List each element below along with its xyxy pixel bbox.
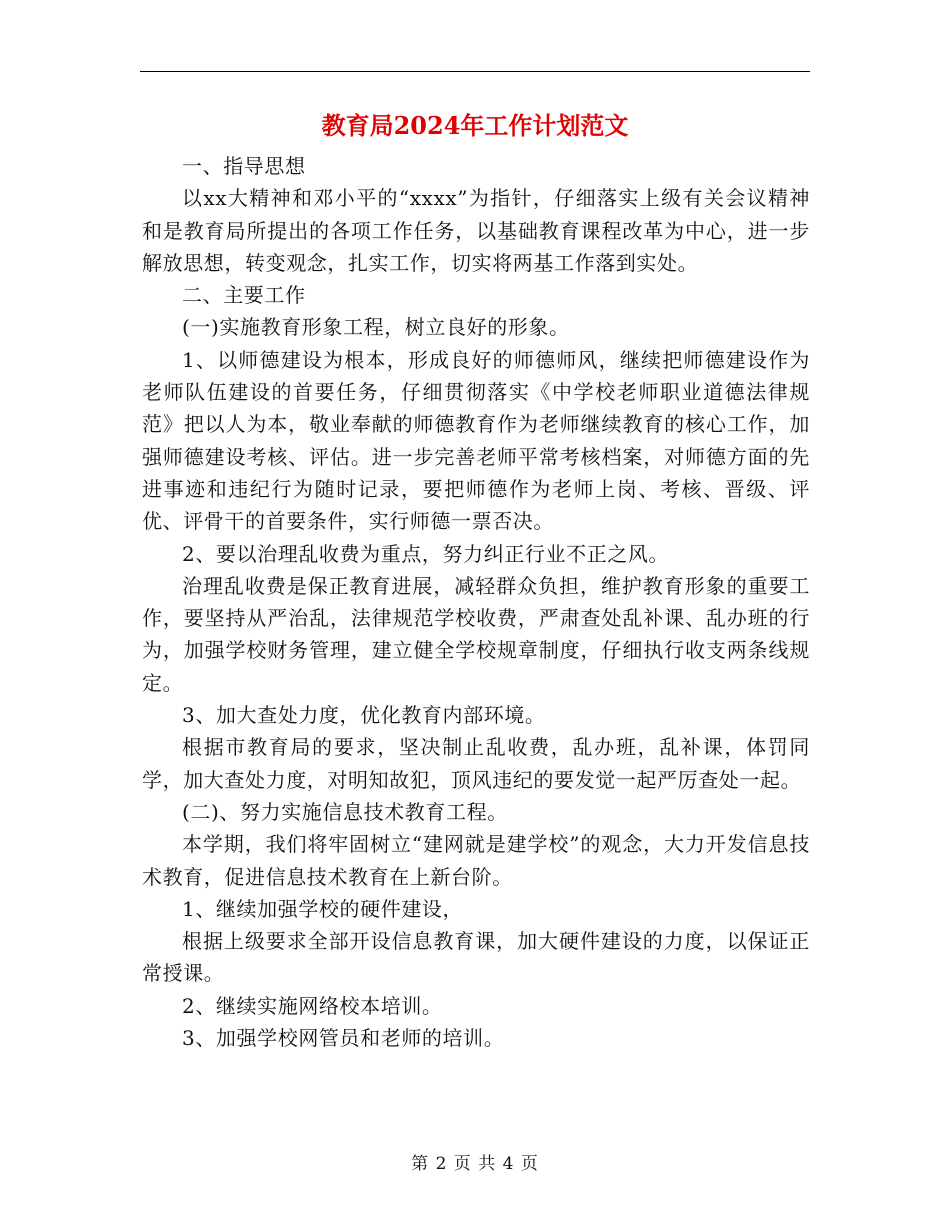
document-title: 教育局2024年工作计划范文 xyxy=(321,111,629,140)
item-heading: 2、继续实施网络校本培训。 xyxy=(182,993,443,1018)
page-footer xyxy=(0,1152,950,1176)
section-heading: 二、主要工作 xyxy=(182,283,306,308)
page-number: 2 xyxy=(435,1154,448,1174)
body-paragraph: 1、以师德建设为根本，形成良好的师德师风，继续把师德建设作为老师队伍建设的首要任务，仔细贯彻落实《中学校老师职业道德法律规范》把以人为本，敬业奉献的师德教育作为老师继续教育的核心工作，加强师德建设考核、评估。进一步完善老师平常考核档案，对师德方面的先进事迹和违纪行为随时记录，要把师德作为老师上岗、考核、晋级、评优、评骨干的首要条件，实行师德一票否决。 xyxy=(142,347,810,534)
header-rule xyxy=(140,71,810,72)
subsection-heading: (二)、努力实施信息技术教育工程。 xyxy=(182,799,508,824)
page-total: 4 xyxy=(502,1154,515,1174)
document-body xyxy=(142,150,810,1054)
footer-middle: 页 共 xyxy=(453,1154,497,1174)
item-heading: 3、加强学校网管员和老师的培训。 xyxy=(182,1026,505,1051)
item-heading: 3、加大查处力度，优化教育内部环境。 xyxy=(182,703,546,728)
item-heading: 1、继续加强学校的硬件建设， xyxy=(182,896,464,921)
body-paragraph: 治理乱收费是保正教育进展，减轻群众负担，维护教育形象的重要工作，要坚持从严治乱，法律规范学校收费，严肃查处乱补课、乱办班的行为，加强学校财务管理，建立健全学校规章制度，仔细执行收支两条线规定。 xyxy=(142,573,810,695)
footer-suffix: 页 xyxy=(520,1154,539,1174)
footer-prefix: 第 xyxy=(411,1154,430,1174)
body-paragraph: 根据市教育局的要求，坚决制止乱收费，乱办班，乱补课，体罚同学，加大查处力度，对明知故犯，顶风违纪的要发觉一起严厉查处一起。 xyxy=(142,735,810,792)
body-paragraph: 根据上级要求全部开设信息教育课，加大硬件建设的力度，以保证正常授课。 xyxy=(142,929,810,986)
section-heading: 一、指导思想 xyxy=(182,154,306,178)
body-paragraph: 以xx大精神和邓小平的“xxxx”为指针，仔细落实上级有关会议精神和是教育局所提出的各项工作任务，以基础教育课程改革为中心，进一步解放思想，转变观念，扎实工作，切实将两基工作落到实处。 xyxy=(142,186,810,275)
item-heading: 2、要以治理乱收费为重点，努力纠正行业不正之风。 xyxy=(182,541,670,566)
body-paragraph: 本学期，我们将牢固树立“建网就是建学校”的观念，大力开发信息技术教育，促进信息技术教育在上新台阶。 xyxy=(142,832,810,889)
subsection-heading: (一)实施教育形象工程，树立良好的形象。 xyxy=(182,315,570,340)
